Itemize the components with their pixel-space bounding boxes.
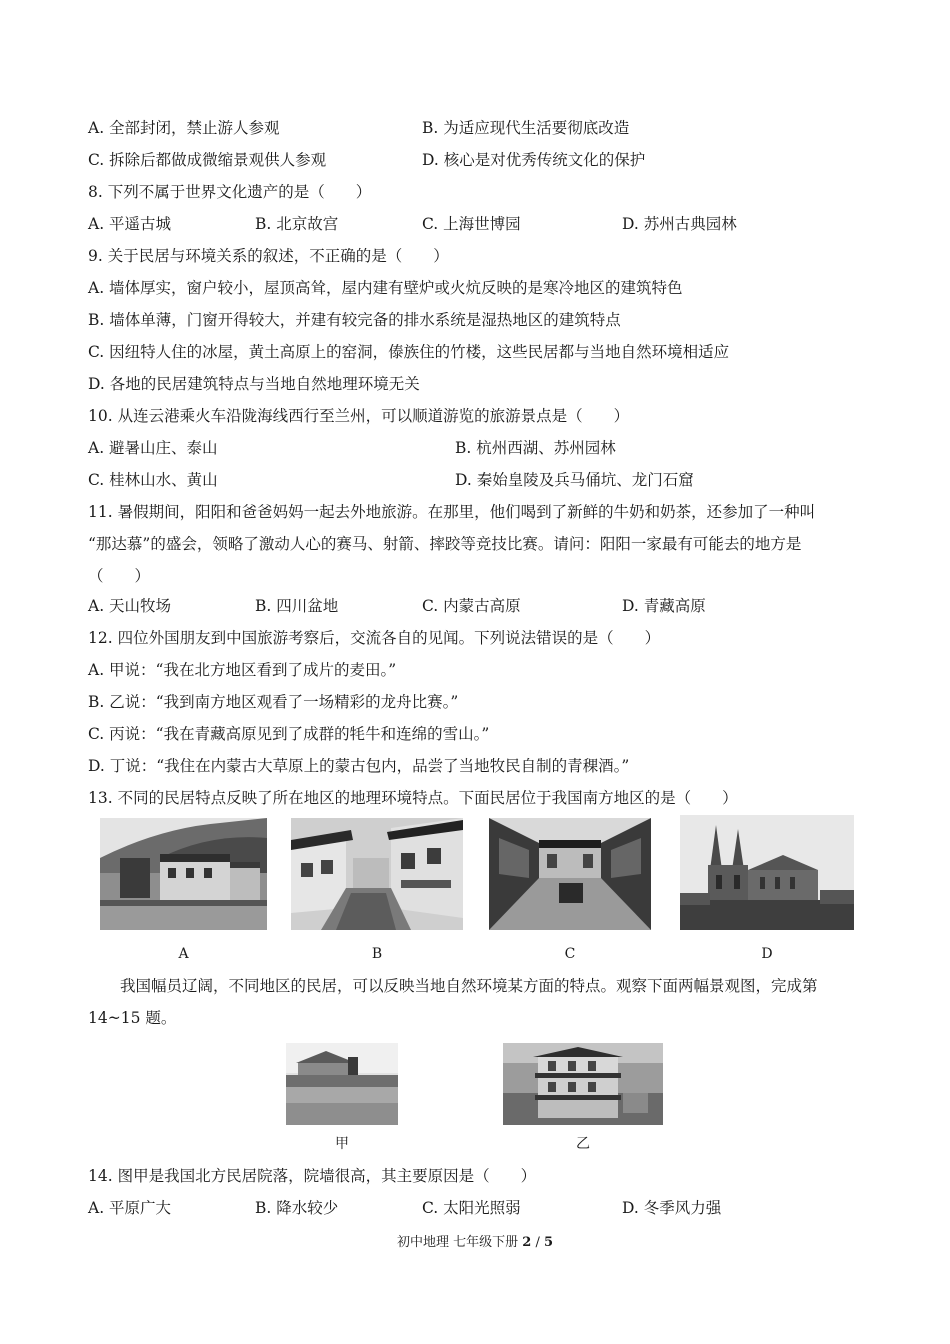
photo-caption-jia: 甲 bbox=[335, 1136, 349, 1152]
q7-option-a: A. 全部封闭，禁止游人参观 bbox=[88, 119, 280, 137]
q8-option-b: B. 北京故宫 bbox=[255, 215, 339, 233]
q14-option-d: D. 冬季风力强 bbox=[622, 1199, 722, 1217]
q11-option-b: B. 四川盆地 bbox=[255, 597, 339, 615]
q8-option-a: A. 平遥古城 bbox=[88, 215, 172, 233]
photo-c-courtyard bbox=[489, 818, 651, 930]
q11-option-c: C. 内蒙古高原 bbox=[422, 597, 521, 615]
q12-option-c: C. 丙说：“我在青藏高原见到了成群的牦牛和连绵的雪山。” bbox=[88, 725, 490, 743]
photo-caption-d: D bbox=[761, 946, 773, 962]
q7-option-c: C. 拆除后都做成微缩景观供人参观 bbox=[88, 151, 327, 169]
photo-yi-south-building bbox=[503, 1043, 663, 1125]
q11-option-d: D. 青藏高原 bbox=[622, 597, 706, 615]
photo-caption-yi: 乙 bbox=[576, 1136, 590, 1152]
q10-option-c: C. 桂林山水、黄山 bbox=[88, 471, 218, 489]
q12-option-d: D. 丁说：“我住在内蒙古大草原上的蒙古包内，品尝了当地牧民自制的青稞酒。” bbox=[88, 757, 630, 775]
q12-option-b: B. 乙说：“我到南方地区观看了一场精彩的龙舟比赛。” bbox=[88, 693, 459, 711]
q14-option-c: C. 太阳光照弱 bbox=[422, 1199, 521, 1217]
q7-option-b: B. 为适应现代生活要彻底改造 bbox=[422, 119, 630, 137]
photo-caption-b: B bbox=[371, 946, 383, 962]
photo-caption-a: A bbox=[178, 946, 189, 962]
footer-text: 初中地理 七年级下册 bbox=[396, 1235, 519, 1250]
q9-option-c: C. 因纽特人住的冰屋，黄土高原上的窑洞，傣族住的竹楼，这些民居都与当地自然环境相适应 bbox=[88, 343, 730, 361]
q13-stem: 13. 不同的民居特点反映了所在地区的地理环境特点。下面民居位于我国南方地区的是（ ） bbox=[88, 789, 738, 807]
intro-line1: 我国幅员辽阔，不同地区的民居，可以反映当地自然环境某方面的特点。观察下面两幅景观图，完成第 bbox=[120, 977, 818, 995]
q10-option-d: D. 秦始皇陵及兵马俑坑、龙门石窟 bbox=[455, 471, 694, 489]
photo-d-cathedral bbox=[680, 815, 854, 930]
q10-option-b: B. 杭州西湖、苏州园林 bbox=[455, 439, 616, 457]
photo-jia-north-courtyard bbox=[286, 1043, 398, 1125]
intro-line2: 14~15 题。 bbox=[88, 1009, 177, 1027]
q7-option-d: D. 核心是对优秀传统文化的保护 bbox=[422, 151, 646, 169]
q12-stem: 12. 四位外国朋友到中国旅游考察后，交流各自的见闻。下列说法错误的是（ ） bbox=[88, 629, 661, 647]
q9-option-d: D. 各地的民居建筑特点与当地自然地理环境无关 bbox=[88, 375, 420, 393]
footer-separator: / bbox=[535, 1235, 540, 1250]
q12-option-a: A. 甲说：“我在北方地区看到了成片的麦田。” bbox=[88, 661, 397, 679]
footer-page-number: 2 bbox=[522, 1235, 532, 1250]
q10-option-a: A. 避暑山庄、泰山 bbox=[88, 439, 218, 457]
page-footer bbox=[0, 1231, 950, 1250]
q11-stem-line3: （ ） bbox=[88, 567, 151, 585]
photo-b-water-town bbox=[291, 818, 463, 930]
q8-option-d: D. 苏州古典园林 bbox=[622, 215, 737, 233]
footer-total-pages: 5 bbox=[543, 1235, 554, 1250]
q11-stem-line2: “那达慕”的盛会，领略了激动人心的赛马、射箭、摔跤等竞技比赛。请问：阳阳一家最有可能去的地方是 bbox=[88, 535, 802, 553]
photo-caption-c: C bbox=[564, 946, 576, 962]
q9-stem: 9. 关于民居与环境关系的叙述，不正确的是（ ） bbox=[88, 247, 449, 265]
q14-option-a: A. 平原广大 bbox=[88, 1199, 172, 1217]
q10-stem: 10. 从连云港乘火车沿陇海线西行至兰州，可以顺道游览的旅游景点是（ ） bbox=[88, 407, 630, 425]
q11-stem-line1: 11. 暑假期间，阳阳和爸爸妈妈一起去外地旅游。在那里，他们喝到了新鲜的牛奶和奶茶，还参加了一种叫 bbox=[88, 503, 816, 521]
q9-option-a: A. 墙体厚实，窗户较小，屋顶高耸，屋内建有壁炉或火炕反映的是寒冷地区的建筑特色 bbox=[88, 279, 683, 297]
q14-stem: 14. 图甲是我国北方民居院落，院墙很高，其主要原因是（ ） bbox=[88, 1167, 537, 1185]
q8-option-c: C. 上海世博园 bbox=[422, 215, 521, 233]
photo-a-tibetan-house bbox=[100, 818, 267, 930]
q11-option-a: A. 天山牧场 bbox=[88, 597, 172, 615]
q8-stem: 8. 下列不属于世界文化遗产的是（ ） bbox=[88, 183, 372, 201]
q14-option-b: B. 降水较少 bbox=[255, 1199, 339, 1217]
q9-option-b: B. 墙体单薄，门窗开得较大，并建有较完备的排水系统是湿热地区的建筑特点 bbox=[88, 311, 621, 329]
